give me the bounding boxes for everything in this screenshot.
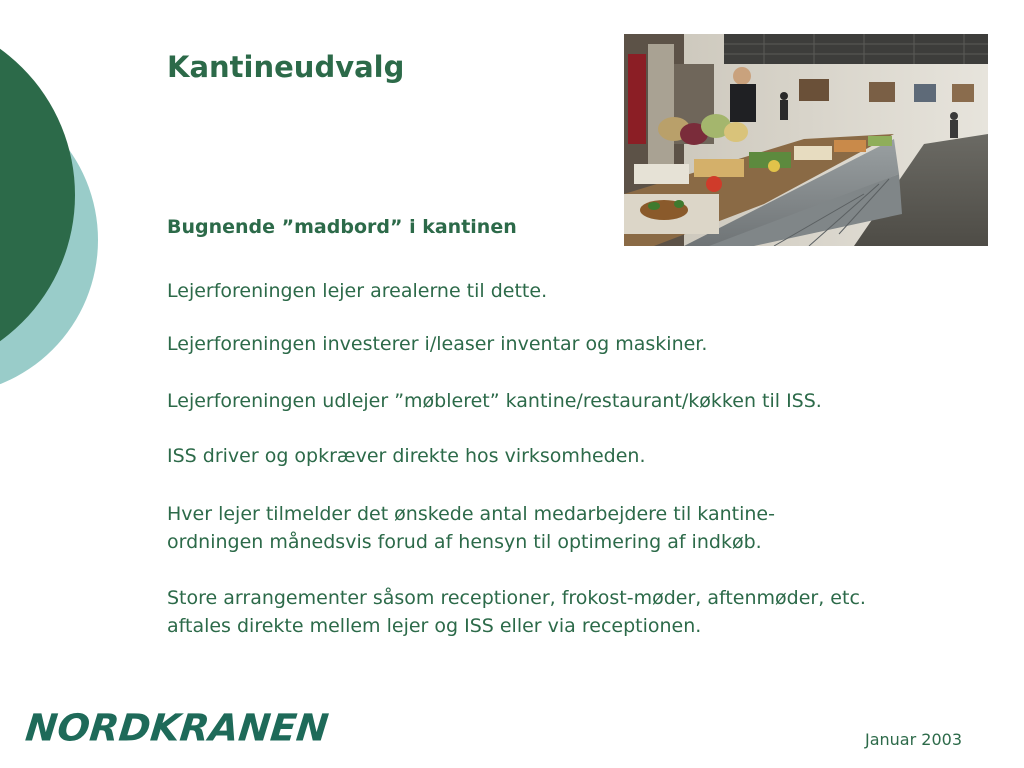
paragraph-investment: Lejerforeningen investerer i/leaser inventar og maskiner. xyxy=(167,333,708,355)
slide-subtitle: Bugnende ”madbord” i kantinen xyxy=(167,216,517,238)
paragraph-rental: Lejerforeningen lejer arealerne til dette. xyxy=(167,280,548,302)
paragraph-sublease: Lejerforeningen udlejer ”møbleret” kantine/restaurant/køkken til ISS. xyxy=(167,390,822,412)
slide-date: Januar 2003 xyxy=(865,730,962,749)
paragraph-events: Store arrangementer såsom receptioner, frokost-møder, aftenmøder, etc. aftales direkte mellem lejer og ISS eller via receptionen. xyxy=(167,587,866,637)
nordkranen-logo: NORDKRANEN xyxy=(23,706,331,750)
canteen-buffet-photo xyxy=(624,34,988,246)
slide-title: Kantineudvalg xyxy=(167,50,405,84)
paragraph-registration: Hver lejer tilmelder det ønskede antal medarbejdere til kantine-ordningen månedsvis forud af hensyn til optimering af indkøb. xyxy=(167,503,775,553)
paragraph-iss-operation: ISS driver og opkræver direkte hos virksomheden. xyxy=(167,445,646,467)
